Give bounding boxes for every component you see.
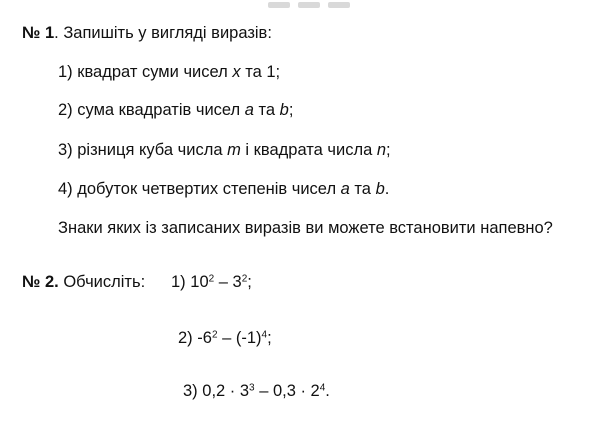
item-text: та bbox=[253, 101, 280, 119]
exponent: 4 bbox=[261, 329, 268, 341]
task2-header bbox=[22, 272, 145, 292]
expression-term: ; bbox=[247, 273, 252, 291]
expression-term: . bbox=[325, 382, 330, 400]
exponent: 4 bbox=[319, 382, 326, 394]
expression-term: 0,2 · 3 bbox=[202, 382, 250, 400]
item-text: та 1; bbox=[240, 63, 281, 81]
expression-label: 1) bbox=[171, 273, 191, 291]
task2-item-3 bbox=[183, 381, 330, 401]
cropped-text-fragment bbox=[268, 0, 378, 2]
expression-term: 10 bbox=[190, 273, 209, 291]
task1-question: Знаки яких із записаних виразів ви можете встановити напевно? bbox=[58, 219, 553, 237]
item-text: ; bbox=[288, 101, 294, 119]
task2-intro: Обчисліть: bbox=[58, 273, 146, 291]
task1-item-1 bbox=[58, 62, 280, 82]
variable: a bbox=[244, 101, 254, 119]
variable: m bbox=[227, 141, 241, 159]
task2-item-1 bbox=[171, 272, 252, 292]
task1-number: № 1 bbox=[22, 24, 55, 42]
exponent: 2 bbox=[241, 273, 248, 285]
expression-term: – 3 bbox=[214, 273, 242, 291]
task1-item-3 bbox=[58, 140, 391, 160]
expression-label: 3) bbox=[183, 382, 203, 400]
item-text: 2) сума квадратів чисел bbox=[58, 101, 245, 119]
item-text: 4) добуток четвертих степенів чисел bbox=[58, 180, 341, 198]
variable: x bbox=[232, 63, 241, 81]
task1-header bbox=[22, 23, 272, 43]
expression-term: – (-1) bbox=[217, 329, 262, 347]
item-text: ; bbox=[386, 141, 391, 159]
task2-item-2 bbox=[178, 328, 272, 348]
item-text: і квадрата числа bbox=[240, 141, 377, 159]
task2-number: № 2. bbox=[22, 273, 59, 291]
expression-term: ; bbox=[267, 329, 272, 347]
variable: b bbox=[279, 101, 289, 119]
task1-intro: . Запишіть у вигляді виразів: bbox=[54, 24, 272, 42]
item-text: та bbox=[349, 180, 376, 198]
variable: n bbox=[376, 141, 387, 159]
item-text: 3) різниця куба числа bbox=[58, 141, 228, 159]
exponent: 2 bbox=[208, 273, 215, 285]
item-text: . bbox=[384, 180, 390, 198]
item-text: 1) квадрат суми чисел bbox=[58, 63, 233, 81]
expression-term: -6 bbox=[197, 329, 212, 347]
variable: b bbox=[375, 180, 385, 198]
exponent: 2 bbox=[211, 329, 218, 341]
expression-term: – 0,3 · 2 bbox=[254, 382, 320, 400]
variable: a bbox=[340, 180, 350, 198]
task1-item-2 bbox=[58, 100, 293, 120]
exponent: 3 bbox=[249, 382, 255, 394]
expression-label: 2) bbox=[178, 329, 198, 347]
task1-item-4 bbox=[58, 179, 389, 199]
